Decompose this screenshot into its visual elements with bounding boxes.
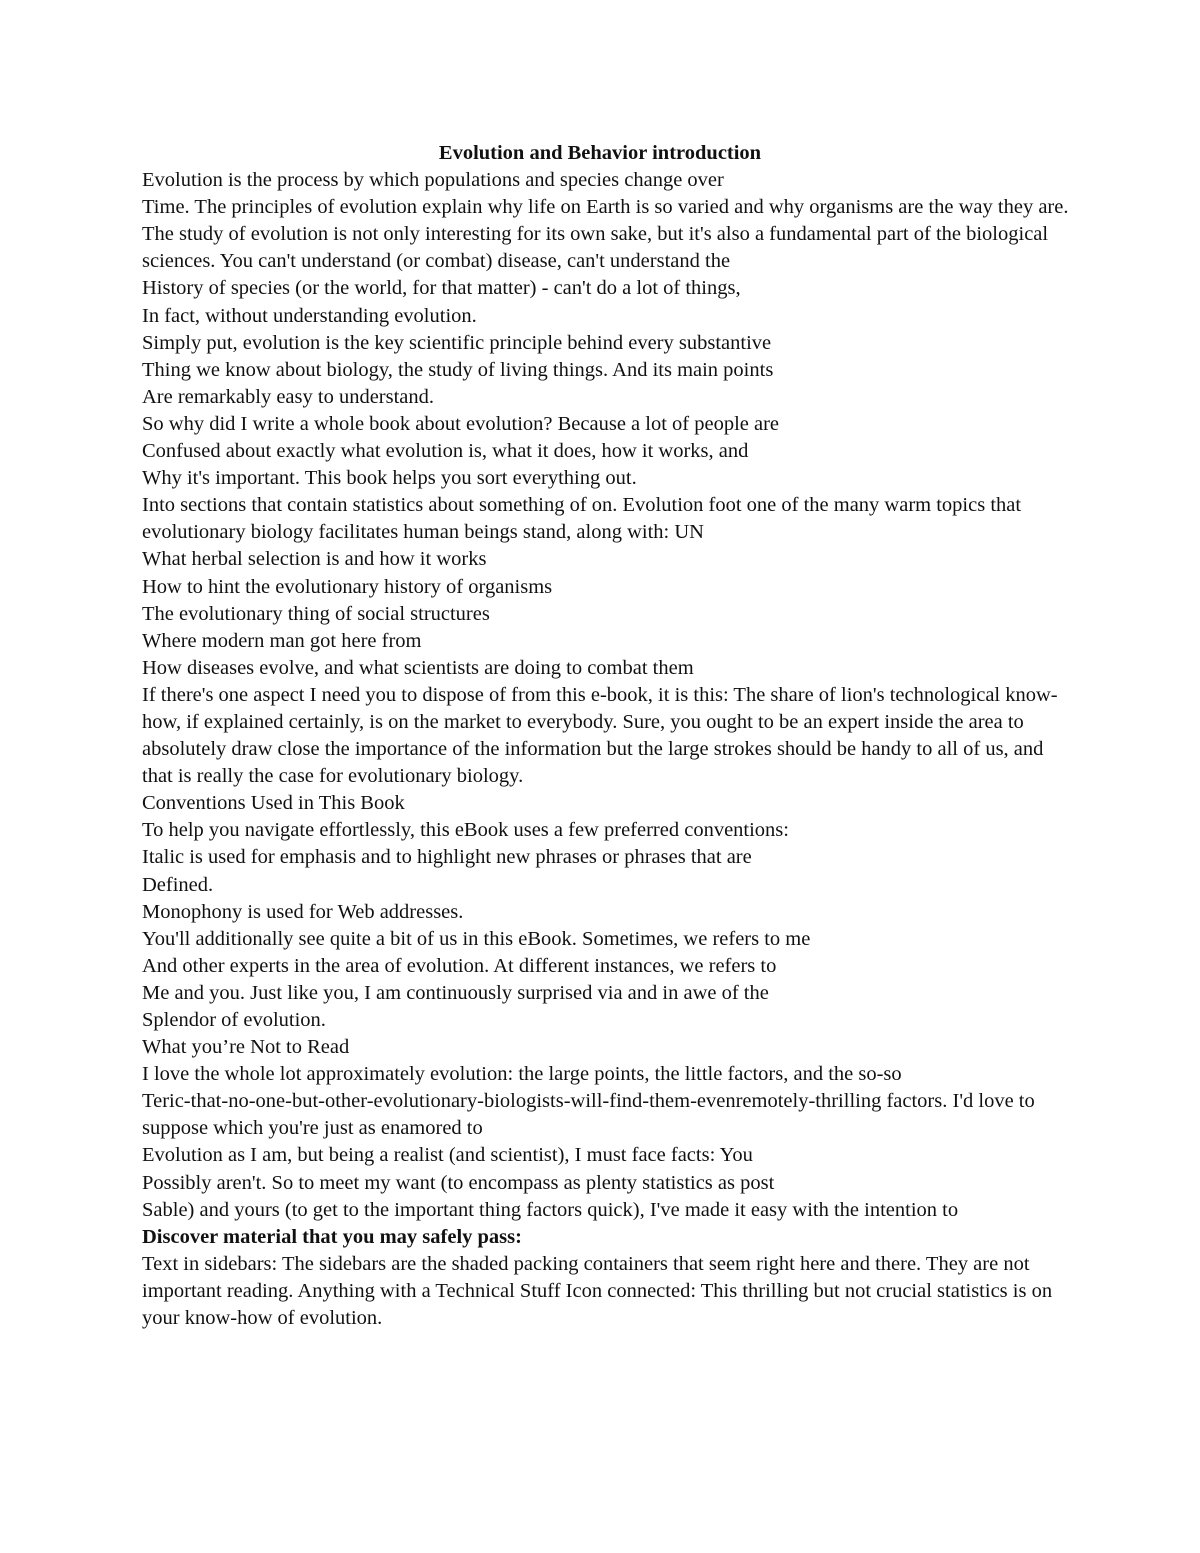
document-body <box>142 167 1072 1224</box>
body-line: What you’re Not to Read <box>142 1036 350 1059</box>
document-title: Evolution and Behavior introduction <box>438 142 762 164</box>
body-line: Teric-that-no-one-but-other-evolutionary-biologists-will-find-them-evenremotely-thrilling factors. I'd love to suppose which you're just as enamored to <box>142 1090 1035 1140</box>
body-line: How to hint the evolutionary history of organisms <box>142 575 553 598</box>
body-line: Me and you. Just like you, I am continuously surprised via and in awe of the <box>142 981 769 1004</box>
body-line: You'll additionally see quite a bit of us in this eBook. Sometimes, we refers to me <box>142 927 811 950</box>
closing-paragraph: Text in sidebars: The sidebars are the shaded packing containers that seem right here and there. They are not important reading. Anything with a Technical Stuff Icon connected: This thrilling but not crucial statistics is on your know-how of evolution. <box>142 1252 1053 1330</box>
body-line: Evolution as I am, but being a realist (and scientist), I must face facts: You <box>142 1144 753 1167</box>
body-line: Where modern man got here from <box>142 629 422 652</box>
body-line: Possibly aren't. So to meet my want (to encompass as plenty statistics as post <box>142 1171 775 1194</box>
body-line: If there's one aspect I need you to dispose of from this e-book, it is this: The share of lion's technological know-how, if explained certainly, is on the market to everybody. Sure, you ought to be an expert inside the area to absolutely draw close the importance of the information but the large strokes should be handy to all of us, and that is really the case for evolutionary biology. <box>142 683 1058 788</box>
body-line: Thing we know about biology, the study of living things. And its main points <box>142 358 774 381</box>
body-line: Splendor of evolution. <box>142 1009 326 1031</box>
body-line: Simply put, evolution is the key scientific principle behind every substantive <box>142 331 772 354</box>
body-line: How diseases evolve, and what scientists are doing to combat them <box>142 656 694 679</box>
document-page <box>142 140 1072 1332</box>
body-line: Into sections that contain statistics about something of on. Evolution foot one of the many warm topics that evolutionary biology facilitates human beings stand, along with: UN <box>142 494 1022 544</box>
body-line: To help you navigate effortlessly, this eBook uses a few preferred conventions: <box>142 819 789 842</box>
body-line: Defined. <box>142 873 214 896</box>
body-line: And other experts in the area of evolution. At different instances, we refers to <box>142 954 777 977</box>
body-line: Confused about exactly what evolution is, what it does, how it works, and <box>142 440 749 463</box>
body-line: Monophony is used for Web addresses. <box>142 900 464 923</box>
body-line: Evolution is the process by which populations and species change over <box>142 169 724 192</box>
body-line: History of species (or the world, for that matter) - can't do a lot of things, <box>142 277 741 300</box>
body-line: Time. The principles of evolution explain why life on Earth is so varied and why organisms are the way they are. The study of evolution is not only interesting for its own sake, but it's also a fundamental part of the biological sciences. You can't understand (or combat) disease, can't understand the <box>142 196 1069 273</box>
body-line: The evolutionary thing of social structures <box>142 602 490 625</box>
section-subheading: Discover material that you may safely pass: <box>142 1225 522 1248</box>
body-line: Italic is used for emphasis and to highlight new phrases or phrases that are <box>142 846 752 869</box>
body-line: Why it's important. This book helps you sort everything out. <box>142 467 637 490</box>
body-line: Conventions Used in This Book <box>142 792 405 815</box>
body-line: So why did I write a whole book about evolution? Because a lot of people are <box>142 412 780 435</box>
body-line: Are remarkably easy to understand. <box>142 385 435 408</box>
body-line: What herbal selection is and how it works <box>142 548 487 571</box>
body-line: I love the whole lot approximately evolution: the large points, the little factors, and the so-so <box>142 1063 902 1086</box>
body-line: Sable) and yours (to get to the important thing factors quick), I've made it easy with the intention to <box>142 1198 959 1221</box>
body-line: In fact, without understanding evolution. <box>142 304 477 327</box>
